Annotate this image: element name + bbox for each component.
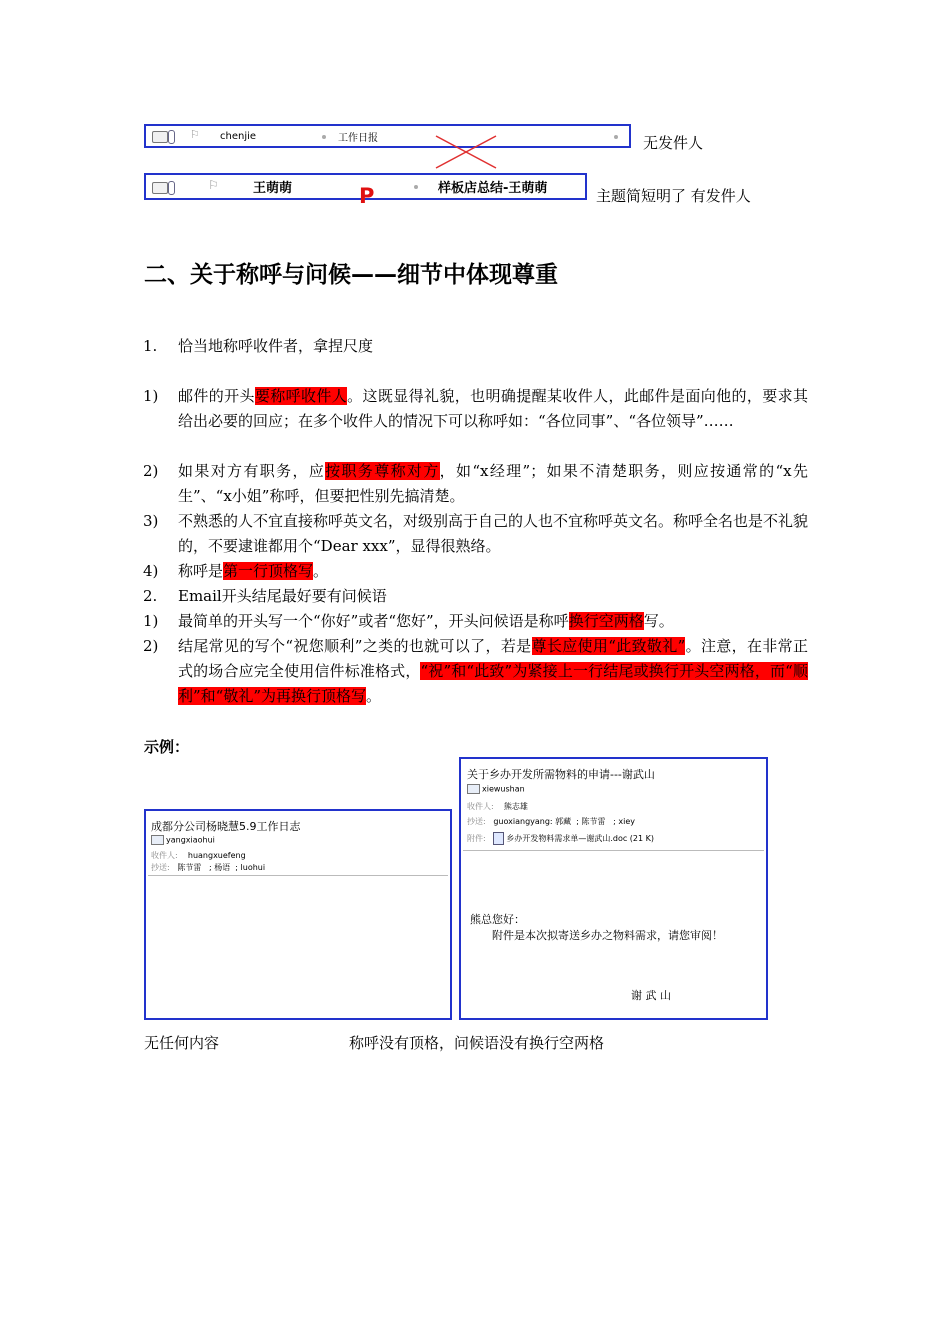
- highlight: “祝”和“此致”为紧接上一行结尾或换行开头空两格，而“顺利”和“敬礼”为再换行顶格写: [178, 662, 808, 705]
- highlight: 第一行顶格写: [223, 562, 314, 580]
- envelope-icon: [152, 131, 168, 143]
- document-icon: [493, 832, 504, 845]
- email-preview-right: [459, 757, 768, 1020]
- item-text: 结尾常见的写个“祝您顺利”之类的也就可以了，若是尊长应使用“此致敬礼”。注意，在非常正式的场合应完全使用信件标准格式，“祝”和“此致”为紧接上一行结尾或换行开头空两格，而“顺利”和“敬礼”为再换行顶格写。: [178, 637, 808, 705]
- caption-right: 称呼没有顶格，问候语没有换行空两格: [349, 1034, 605, 1052]
- flag-icon: ⚐: [208, 178, 219, 192]
- item-text: 如果对方有职务，应按职务尊称对方，如“x经理”；如果不清楚职务，则应按通常的“x先生”、“x小姐”称呼，但要把性别先搞清楚。: [178, 462, 808, 505]
- item-text: 邮件的开头要称呼收件人。这既显得礼貌，也明确提醒某收件人，此邮件是面向他的，要求其给出必要的回应；在多个收件人的情况下可以称呼如：“各位同事”、“各位领导”……: [178, 387, 808, 430]
- item-number: 2): [143, 462, 159, 480]
- list-item: [143, 334, 808, 359]
- email-cc: 抄送: 陈节雷 ; 杨语 ; luohui: [151, 863, 266, 872]
- caption-left: 无任何内容: [144, 1034, 220, 1052]
- highlight: 要称呼收件人: [254, 387, 348, 405]
- email-greeting: 熊总您好：: [470, 913, 525, 926]
- email-body: 附件是本次拟寄送乡办之物料需求，请您审阅！: [492, 929, 723, 942]
- header-divider: [463, 850, 764, 851]
- flag-icon: ⚐: [190, 128, 200, 141]
- row-subject: 工作日报: [338, 132, 378, 144]
- highlight: 尊长应使用“此致敬礼”: [531, 637, 686, 655]
- dot-icon: [322, 135, 326, 139]
- list-item: [143, 559, 808, 584]
- cross-mark-icon: [432, 132, 502, 172]
- list-item: [143, 584, 808, 609]
- row-subject: 样板店总结-王萌萌: [438, 181, 548, 196]
- item-text: Email开头结尾最好要有问候语: [178, 587, 387, 605]
- envelope-icon: [152, 182, 168, 194]
- email-preview-left: [144, 809, 452, 1020]
- item-text: 不熟悉的人不宜直接称呼英文名，对级别高于自己的人也不宜称呼英文名。称呼全名也是不礼貌的，不要逮谁都用个“Dear xxx”，显得很熟络。: [178, 512, 809, 555]
- item-number: 1): [143, 387, 159, 405]
- email-cc: 抄送: guoxiangyang: 郭藏 ; 陈节雷 ; xiey: [467, 817, 635, 826]
- mail-icon: [151, 835, 164, 845]
- dot-icon: [414, 185, 418, 189]
- item-number: 3): [143, 512, 159, 530]
- list-item: [143, 609, 808, 634]
- email-signature: 谢 武 山: [631, 989, 671, 1002]
- example-label: 示例：: [144, 738, 190, 756]
- row-2-note: 主题简短明了 有发件人: [596, 187, 751, 205]
- dot-icon: [614, 135, 618, 139]
- list-item: [143, 509, 808, 559]
- list-item: [143, 459, 808, 509]
- attachment-icon: [168, 181, 175, 195]
- list-item: [143, 384, 808, 459]
- section-heading: 二、关于称呼与问候——细节中体现尊重: [144, 262, 558, 288]
- email-subject: 关于乡办开发所需物料的申请---谢武山: [467, 768, 655, 781]
- item-text: 最简单的开头写一个“你好”或者“您好”，开头问候语是称呼换行空两格写。: [178, 612, 674, 630]
- email-list-row-1: [144, 124, 631, 148]
- item-number: 1.: [143, 337, 158, 355]
- list-item: [143, 634, 808, 709]
- priority-mark: P: [359, 184, 375, 208]
- row-sender: 王萌萌: [253, 181, 293, 196]
- item-number: 2.: [143, 587, 158, 605]
- email-from: yangxiaohui: [151, 835, 215, 845]
- item-number: 2): [143, 637, 159, 655]
- item-number: 4): [143, 562, 159, 580]
- item-number: 1): [143, 612, 159, 630]
- highlight: 换行空两格: [568, 612, 644, 630]
- mail-icon: [467, 784, 480, 794]
- item-text: 恰当地称呼收件者，拿捏尺度: [178, 337, 374, 355]
- row-1-note: 无发件人: [643, 134, 704, 152]
- highlight: 按职务尊称对方: [325, 462, 440, 480]
- row-sender: chenjie: [220, 130, 257, 142]
- email-from: xiewushan: [467, 784, 525, 794]
- email-to: 收件人: 熊志雄: [467, 802, 528, 811]
- item-text: 称呼是第一行顶格写。: [178, 562, 329, 580]
- email-to: 收件人: huangxuefeng: [151, 851, 246, 860]
- email-attachment[interactable]: 附件: 乡办开发物料需求单—谢武山.doc (21 K): [467, 834, 655, 843]
- email-subject: 成都分公司杨晓慧5.9工作日志: [151, 820, 301, 833]
- attachment-icon: [168, 130, 175, 144]
- header-divider: [148, 875, 448, 876]
